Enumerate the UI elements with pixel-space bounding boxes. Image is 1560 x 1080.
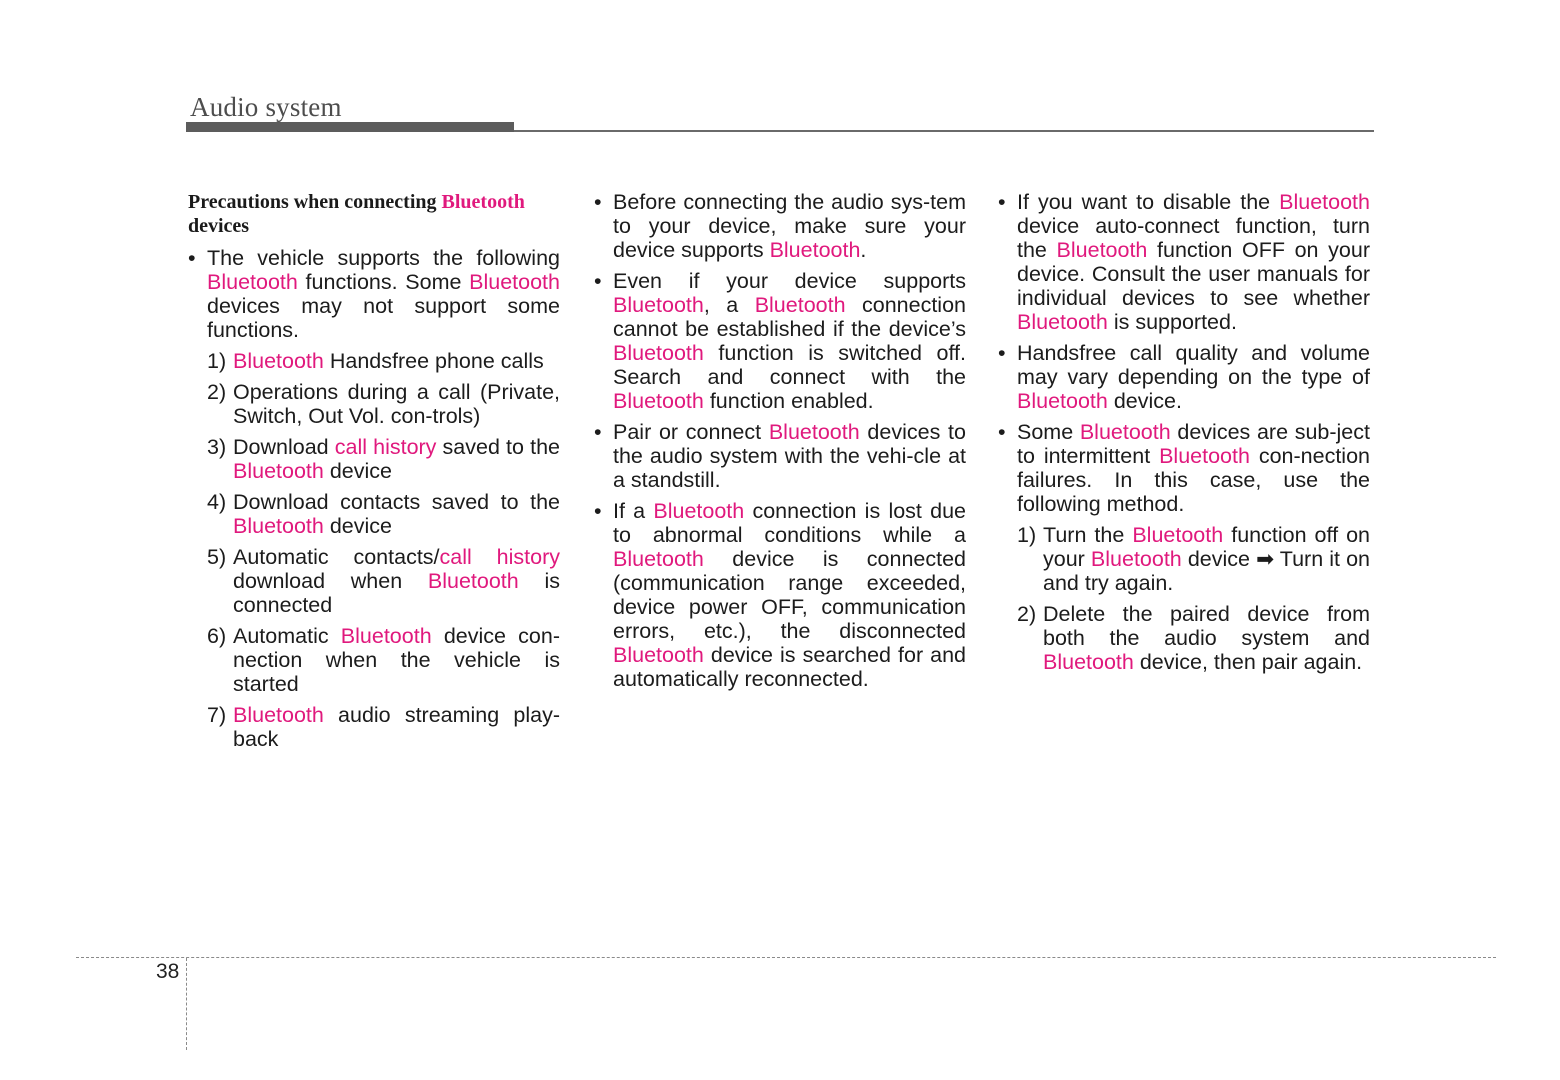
list-item: 1) Turn the Bluetooth function off on your Bluetooth device ➡ Turn it on and try again. [1017, 523, 1370, 595]
list-item: 7) Bluetooth audio streaming play-back [207, 703, 560, 751]
bullet-function-enabled: • Even if your device supports Bluetooth, a Bluetooth connection cannot be established if the device’s Bluetooth function is switched off. Search and connect with the Bluetooth function enabled. [594, 269, 966, 413]
list-item: 2) Delete the paired device from both the audio system and Bluetooth device, then pair again. [1017, 602, 1370, 674]
column-1 [188, 190, 560, 758]
column-2 [594, 190, 966, 698]
list-item: 1) Bluetooth Handsfree phone calls [207, 349, 544, 373]
bullet-disable-autoconnect: • If you want to disable the Bluetooth device auto-connect function, turn the Bluetooth function OFF on your device. Consult the user manuals for individual devices to see whether Bluetooth is supported. [998, 190, 1370, 334]
bullet-call-quality: • Handsfree call quality and volume may vary depending on the type of Bluetooth device. [998, 341, 1370, 413]
bullet-auto-reconnect: • If a Bluetooth connection is lost due to abnormal conditions while a Bluetooth device is connected (communication range exceeded, device power OFF, communication errors, etc.), the disconnected Bluetooth device is searched for and automatically reconnected. [594, 499, 966, 691]
footer-vertical-divider [186, 958, 187, 1050]
column-3 [998, 190, 1370, 681]
section-title: Audio system [190, 92, 342, 122]
header-rule-thick [186, 122, 514, 132]
bullet-pair-standstill: • Pair or connect Bluetooth devices to the audio system with the vehi-cle at a standstill. [594, 420, 966, 492]
section-heading: Precautions when connecting Bluetooth devices [188, 191, 525, 237]
page-number: 38 [156, 960, 180, 983]
list-item: 5) Automatic contacts/call history download when Bluetooth is connected [207, 545, 560, 617]
list-item: 4) Download contacts saved to the Bluetooth device [207, 490, 560, 538]
list-item: 2) Operations during a call (Private, Switch, Out Vol. con-trols) [207, 380, 560, 428]
list-item: 6) Automatic Bluetooth device con-nection when the vehicle is started [207, 624, 561, 696]
bullet-intermittent-failures: • Some Bluetooth devices are sub-ject to intermittent Bluetooth con-nection failures. In this case, use the following method. [998, 420, 1370, 516]
list-item: 3) Download call history saved to the Bluetooth device [207, 435, 560, 483]
header-rule-thin [514, 130, 1374, 132]
bullet-check-support: • Before connecting the audio sys-tem to your device, make sure your device supports Bluetooth. [594, 190, 966, 262]
bullet-supported-functions: • The vehicle supports the following Bluetooth functions. Some Bluetooth devices may not support some functions. [188, 246, 560, 342]
footer-divider [76, 957, 1496, 958]
